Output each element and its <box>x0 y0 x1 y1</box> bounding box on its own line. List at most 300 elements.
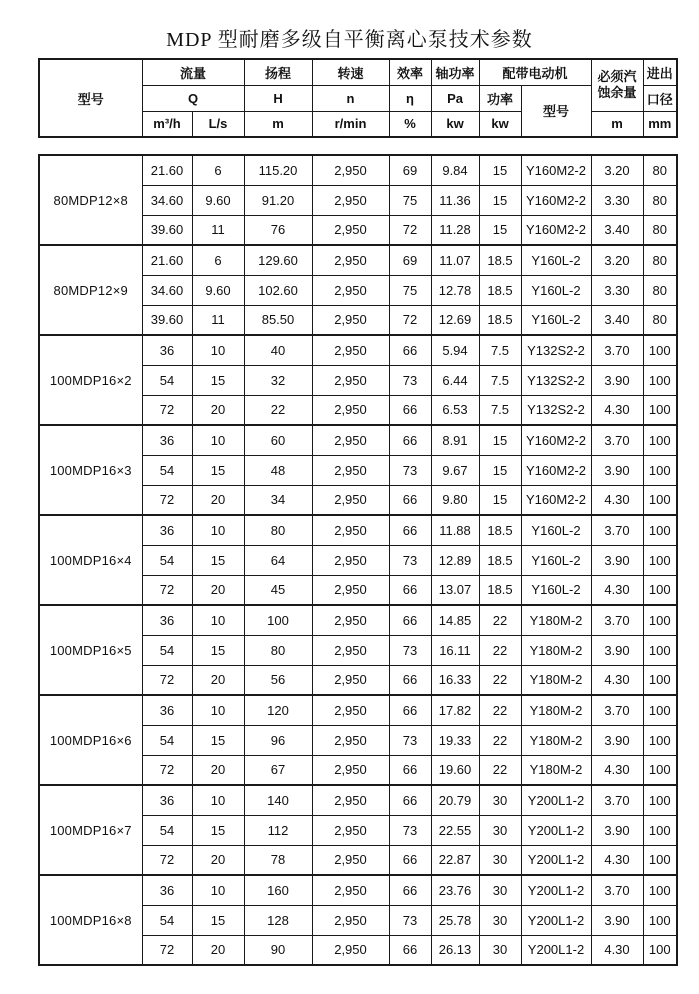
value-cell: 64 <box>244 545 312 575</box>
value-cell: 3.40 <box>591 215 643 245</box>
value-cell: 2,950 <box>312 305 389 335</box>
value-cell: 2,950 <box>312 545 389 575</box>
header-speed: 转速 <box>312 59 389 85</box>
value-cell: 20 <box>192 755 244 785</box>
value-cell: 100 <box>643 395 677 425</box>
value-cell: 6 <box>192 155 244 185</box>
value-cell: 100 <box>643 935 677 965</box>
value-cell: Y200L1-2 <box>521 935 591 965</box>
value-cell: 100 <box>643 845 677 875</box>
value-cell: 80 <box>643 245 677 275</box>
value-cell: 2,950 <box>312 875 389 905</box>
value-cell: 20 <box>192 395 244 425</box>
value-cell: 54 <box>142 905 192 935</box>
value-cell: 2,950 <box>312 695 389 725</box>
value-cell: Y200L1-2 <box>521 815 591 845</box>
value-cell: 3.90 <box>591 365 643 395</box>
value-cell: 10 <box>192 425 244 455</box>
value-cell: 72 <box>389 215 431 245</box>
value-cell: 72 <box>142 755 192 785</box>
value-cell: 129.60 <box>244 245 312 275</box>
pump-model-cell: 100MDP16×7 <box>39 785 142 875</box>
value-cell: 23.76 <box>431 875 479 905</box>
value-cell: 15 <box>479 455 521 485</box>
value-cell: 11 <box>192 215 244 245</box>
value-cell: 2,950 <box>312 665 389 695</box>
value-cell: 9.60 <box>192 185 244 215</box>
table-row <box>39 245 677 275</box>
value-cell: 10 <box>192 875 244 905</box>
value-cell: 3.30 <box>591 185 643 215</box>
value-cell: Y160M2-2 <box>521 155 591 185</box>
value-cell: 2,950 <box>312 515 389 545</box>
header-port-line2: 口径 <box>643 85 677 111</box>
pump-model-cell: 80MDP12×8 <box>39 155 142 245</box>
table-row <box>39 695 677 725</box>
value-cell: 11.88 <box>431 515 479 545</box>
value-cell: 18.5 <box>479 515 521 545</box>
value-cell: 100 <box>643 875 677 905</box>
value-cell: 3.90 <box>591 545 643 575</box>
value-cell: 100 <box>643 785 677 815</box>
value-cell: 30 <box>479 875 521 905</box>
value-cell: 16.11 <box>431 635 479 665</box>
value-cell: 100 <box>643 365 677 395</box>
value-cell: 112 <box>244 815 312 845</box>
value-cell: 30 <box>479 935 521 965</box>
value-cell: 22 <box>479 695 521 725</box>
table-row <box>39 335 677 365</box>
value-cell: 66 <box>389 485 431 515</box>
page-title: MDP 型耐磨多级自平衡离心泵技术参数 <box>166 29 533 51</box>
unit-percent: % <box>389 111 431 137</box>
value-cell: 2,950 <box>312 725 389 755</box>
pump-model-cell: 100MDP16×8 <box>39 875 142 965</box>
value-cell: 22 <box>479 635 521 665</box>
value-cell: Y160L-2 <box>521 575 591 605</box>
value-cell: 22 <box>479 665 521 695</box>
value-cell: 100 <box>643 725 677 755</box>
value-cell: 66 <box>389 665 431 695</box>
value-cell: 72 <box>389 305 431 335</box>
value-cell: 80 <box>244 635 312 665</box>
value-cell: 9.60 <box>192 275 244 305</box>
value-cell: 54 <box>142 815 192 845</box>
value-cell: 20 <box>192 485 244 515</box>
value-cell: 100 <box>643 335 677 365</box>
value-cell: 100 <box>643 425 677 455</box>
value-cell: 3.20 <box>591 155 643 185</box>
value-cell: 2,950 <box>312 905 389 935</box>
value-cell: 13.07 <box>431 575 479 605</box>
value-cell: 91.20 <box>244 185 312 215</box>
value-cell: 100 <box>643 605 677 635</box>
header-flow: 流量 <box>142 59 244 85</box>
value-cell: 67 <box>244 755 312 785</box>
value-cell: 15 <box>192 635 244 665</box>
table-row <box>39 875 677 905</box>
value-cell: 15 <box>479 185 521 215</box>
header-shaft-power: 轴功率 <box>431 59 479 85</box>
header-speed-symbol: n <box>312 85 389 111</box>
value-cell: 100 <box>643 665 677 695</box>
spec-header-table <box>38 58 678 138</box>
value-cell: 45 <box>244 575 312 605</box>
value-cell: 3.70 <box>591 605 643 635</box>
value-cell: 18.5 <box>479 305 521 335</box>
value-cell: Y180M-2 <box>521 665 591 695</box>
value-cell: Y132S2-2 <box>521 335 591 365</box>
value-cell: 78 <box>244 845 312 875</box>
value-cell: 75 <box>389 275 431 305</box>
value-cell: 36 <box>142 515 192 545</box>
value-cell: 66 <box>389 575 431 605</box>
pump-model-cell: 80MDP12×9 <box>39 245 142 335</box>
value-cell: 66 <box>389 785 431 815</box>
value-cell: 22 <box>244 395 312 425</box>
value-cell: 26.13 <box>431 935 479 965</box>
value-cell: 15 <box>192 365 244 395</box>
value-cell: 15 <box>192 545 244 575</box>
value-cell: 2,950 <box>312 245 389 275</box>
value-cell: 40 <box>244 335 312 365</box>
table-row <box>39 785 677 815</box>
value-cell: 100 <box>643 635 677 665</box>
unit-rpm: r/min <box>312 111 389 137</box>
value-cell: 36 <box>142 425 192 455</box>
table-row <box>39 515 677 545</box>
value-cell: 25.78 <box>431 905 479 935</box>
header-head: 扬程 <box>244 59 312 85</box>
pump-model-cell: 100MDP16×5 <box>39 605 142 695</box>
value-cell: 66 <box>389 875 431 905</box>
value-cell: 19.60 <box>431 755 479 785</box>
header-model: 型号 <box>39 59 142 137</box>
unit-motor-kw: kw <box>479 111 521 137</box>
value-cell: 30 <box>479 845 521 875</box>
value-cell: 22 <box>479 755 521 785</box>
value-cell: 30 <box>479 815 521 845</box>
value-cell: 102.60 <box>244 275 312 305</box>
value-cell: 3.70 <box>591 875 643 905</box>
header-motor: 配带电动机 <box>479 59 591 85</box>
value-cell: 2,950 <box>312 215 389 245</box>
value-cell: 11.07 <box>431 245 479 275</box>
value-cell: 66 <box>389 395 431 425</box>
value-cell: 36 <box>142 695 192 725</box>
header-motor-power: 功率 <box>479 85 521 111</box>
value-cell: 4.30 <box>591 755 643 785</box>
value-cell: 21.60 <box>142 245 192 275</box>
value-cell: 2,950 <box>312 155 389 185</box>
value-cell: 66 <box>389 935 431 965</box>
value-cell: 12.69 <box>431 305 479 335</box>
value-cell: 100 <box>643 545 677 575</box>
value-cell: 2,950 <box>312 185 389 215</box>
value-cell: 100 <box>643 695 677 725</box>
value-cell: 73 <box>389 905 431 935</box>
value-cell: 22.87 <box>431 845 479 875</box>
value-cell: Y180M-2 <box>521 755 591 785</box>
pump-table-body <box>39 155 677 965</box>
value-cell: 3.90 <box>591 635 643 665</box>
header-flow-symbol: Q <box>142 85 244 111</box>
value-cell: 3.40 <box>591 305 643 335</box>
value-cell: 2,950 <box>312 365 389 395</box>
value-cell: 18.5 <box>479 275 521 305</box>
value-cell: 3.90 <box>591 815 643 845</box>
value-cell: 2,950 <box>312 635 389 665</box>
pump-model-cell: 100MDP16×6 <box>39 695 142 785</box>
value-cell: 73 <box>389 455 431 485</box>
value-cell: 3.70 <box>591 335 643 365</box>
value-cell: 7.5 <box>479 335 521 365</box>
value-cell: 3.20 <box>591 245 643 275</box>
value-cell: 75 <box>389 185 431 215</box>
value-cell: 100 <box>643 905 677 935</box>
value-cell: 16.33 <box>431 665 479 695</box>
value-cell: 19.33 <box>431 725 479 755</box>
value-cell: 7.5 <box>479 365 521 395</box>
value-cell: Y160L-2 <box>521 515 591 545</box>
value-cell: 34.60 <box>142 275 192 305</box>
value-cell: 36 <box>142 335 192 365</box>
value-cell: 18.5 <box>479 575 521 605</box>
value-cell: 72 <box>142 935 192 965</box>
value-cell: 11.36 <box>431 185 479 215</box>
value-cell: 100 <box>643 815 677 845</box>
value-cell: 66 <box>389 605 431 635</box>
value-cell: 66 <box>389 755 431 785</box>
unit-port-mm: mm <box>643 111 677 137</box>
value-cell: 66 <box>389 335 431 365</box>
value-cell: 4.30 <box>591 395 643 425</box>
value-cell: 2,950 <box>312 275 389 305</box>
header-motor-model: 型号 <box>521 85 591 137</box>
value-cell: 72 <box>142 665 192 695</box>
value-cell: 20.79 <box>431 785 479 815</box>
value-cell: 80 <box>244 515 312 545</box>
value-cell: 80 <box>643 275 677 305</box>
value-cell: 73 <box>389 635 431 665</box>
value-cell: 20 <box>192 665 244 695</box>
value-cell: 32 <box>244 365 312 395</box>
value-cell: 69 <box>389 245 431 275</box>
value-cell: 15 <box>479 215 521 245</box>
value-cell: 80 <box>643 185 677 215</box>
table-row <box>39 155 677 185</box>
table-row <box>39 605 677 635</box>
value-cell: Y132S2-2 <box>521 395 591 425</box>
value-cell: 160 <box>244 875 312 905</box>
value-cell: 36 <box>142 605 192 635</box>
value-cell: 10 <box>192 335 244 365</box>
value-cell: 3.70 <box>591 785 643 815</box>
value-cell: 76 <box>244 215 312 245</box>
value-cell: 39.60 <box>142 305 192 335</box>
unit-shaft-kw: kw <box>431 111 479 137</box>
value-cell: 2,950 <box>312 785 389 815</box>
value-cell: 9.80 <box>431 485 479 515</box>
value-cell: 72 <box>142 845 192 875</box>
value-cell: 36 <box>142 785 192 815</box>
value-cell: 6.53 <box>431 395 479 425</box>
value-cell: 6.44 <box>431 365 479 395</box>
value-cell: 100 <box>643 575 677 605</box>
value-cell: 22 <box>479 605 521 635</box>
value-cell: 2,950 <box>312 755 389 785</box>
value-cell: Y160L-2 <box>521 545 591 575</box>
unit-ls: L/s <box>192 111 244 137</box>
value-cell: 48 <box>244 455 312 485</box>
value-cell: 66 <box>389 515 431 545</box>
value-cell: Y160M2-2 <box>521 425 591 455</box>
value-cell: Y180M-2 <box>521 605 591 635</box>
pump-model-cell: 100MDP16×2 <box>39 335 142 425</box>
value-cell: 3.70 <box>591 515 643 545</box>
value-cell: 22 <box>479 725 521 755</box>
value-cell: 85.50 <box>244 305 312 335</box>
value-cell: 4.30 <box>591 665 643 695</box>
table-row <box>39 425 677 455</box>
value-cell: 18.5 <box>479 245 521 275</box>
header-port-line1: 进出 <box>643 59 677 85</box>
value-cell: 10 <box>192 695 244 725</box>
value-cell: 12.89 <box>431 545 479 575</box>
value-cell: 10 <box>192 785 244 815</box>
value-cell: 9.84 <box>431 155 479 185</box>
value-cell: Y132S2-2 <box>521 365 591 395</box>
value-cell: 30 <box>479 905 521 935</box>
value-cell: Y160L-2 <box>521 275 591 305</box>
header-efficiency-symbol: η <box>389 85 431 111</box>
value-cell: 20 <box>192 575 244 605</box>
value-cell: 100 <box>643 485 677 515</box>
value-cell: 18.5 <box>479 545 521 575</box>
value-cell: 5.94 <box>431 335 479 365</box>
value-cell: 100 <box>643 515 677 545</box>
value-cell: 2,950 <box>312 935 389 965</box>
value-cell: 4.30 <box>591 485 643 515</box>
value-cell: 90 <box>244 935 312 965</box>
header-shaft-symbol: Pa <box>431 85 479 111</box>
value-cell: 30 <box>479 785 521 815</box>
value-cell: 3.90 <box>591 455 643 485</box>
value-cell: 73 <box>389 725 431 755</box>
value-cell: 20 <box>192 845 244 875</box>
header-head-symbol: H <box>244 85 312 111</box>
value-cell: 22.55 <box>431 815 479 845</box>
value-cell: 21.60 <box>142 155 192 185</box>
value-cell: 3.90 <box>591 905 643 935</box>
value-cell: 11 <box>192 305 244 335</box>
value-cell: 2,950 <box>312 605 389 635</box>
header-npsh: 必须汽蚀余量 <box>591 59 643 111</box>
value-cell: 17.82 <box>431 695 479 725</box>
value-cell: 15 <box>192 725 244 755</box>
value-cell: 4.30 <box>591 935 643 965</box>
value-cell: 15 <box>192 905 244 935</box>
unit-m3h: m³/h <box>142 111 192 137</box>
value-cell: 8.91 <box>431 425 479 455</box>
value-cell: 2,950 <box>312 485 389 515</box>
value-cell: 140 <box>244 785 312 815</box>
unit-npsh-m: m <box>591 111 643 137</box>
pump-model-cell: 100MDP16×4 <box>39 515 142 605</box>
value-cell: 3.90 <box>591 725 643 755</box>
value-cell: 73 <box>389 545 431 575</box>
value-cell: 80 <box>643 305 677 335</box>
tables-container <box>38 58 677 966</box>
value-cell: 2,950 <box>312 335 389 365</box>
value-cell: Y160M2-2 <box>521 485 591 515</box>
value-cell: Y160M2-2 <box>521 455 591 485</box>
value-cell: 15 <box>192 455 244 485</box>
value-cell: 2,950 <box>312 425 389 455</box>
value-cell: 34 <box>244 485 312 515</box>
value-cell: 54 <box>142 635 192 665</box>
value-cell: 4.30 <box>591 575 643 605</box>
value-cell: Y200L1-2 <box>521 785 591 815</box>
value-cell: Y160M2-2 <box>521 185 591 215</box>
value-cell: 11.28 <box>431 215 479 245</box>
value-cell: Y200L1-2 <box>521 875 591 905</box>
value-cell: 96 <box>244 725 312 755</box>
value-cell: 39.60 <box>142 215 192 245</box>
value-cell: 66 <box>389 845 431 875</box>
value-cell: 115.20 <box>244 155 312 185</box>
value-cell: 2,950 <box>312 845 389 875</box>
value-cell: 20 <box>192 935 244 965</box>
value-cell: Y180M-2 <box>521 695 591 725</box>
value-cell: Y180M-2 <box>521 635 591 665</box>
value-cell: Y160M2-2 <box>521 215 591 245</box>
value-cell: 12.78 <box>431 275 479 305</box>
spec-data-table <box>38 154 678 966</box>
value-cell: 73 <box>389 815 431 845</box>
value-cell: 72 <box>142 485 192 515</box>
value-cell: 10 <box>192 605 244 635</box>
value-cell: 15 <box>479 155 521 185</box>
value-cell: 54 <box>142 455 192 485</box>
value-cell: 54 <box>142 365 192 395</box>
value-cell: 73 <box>389 365 431 395</box>
value-cell: 2,950 <box>312 395 389 425</box>
value-cell: Y200L1-2 <box>521 905 591 935</box>
value-cell: 2,950 <box>312 455 389 485</box>
unit-head-m: m <box>244 111 312 137</box>
value-cell: 54 <box>142 545 192 575</box>
value-cell: Y200L1-2 <box>521 845 591 875</box>
value-cell: 80 <box>643 155 677 185</box>
value-cell: 15 <box>479 485 521 515</box>
value-cell: 36 <box>142 875 192 905</box>
value-cell: 2,950 <box>312 815 389 845</box>
value-cell: 3.70 <box>591 695 643 725</box>
value-cell: 15 <box>479 425 521 455</box>
value-cell: 128 <box>244 905 312 935</box>
value-cell: 2,950 <box>312 575 389 605</box>
value-cell: 66 <box>389 695 431 725</box>
value-cell: 54 <box>142 725 192 755</box>
value-cell: 14.85 <box>431 605 479 635</box>
header-efficiency: 效率 <box>389 59 431 85</box>
pump-model-cell: 100MDP16×3 <box>39 425 142 515</box>
value-cell: 10 <box>192 515 244 545</box>
value-cell: Y160L-2 <box>521 305 591 335</box>
value-cell: 72 <box>142 395 192 425</box>
value-cell: 69 <box>389 155 431 185</box>
